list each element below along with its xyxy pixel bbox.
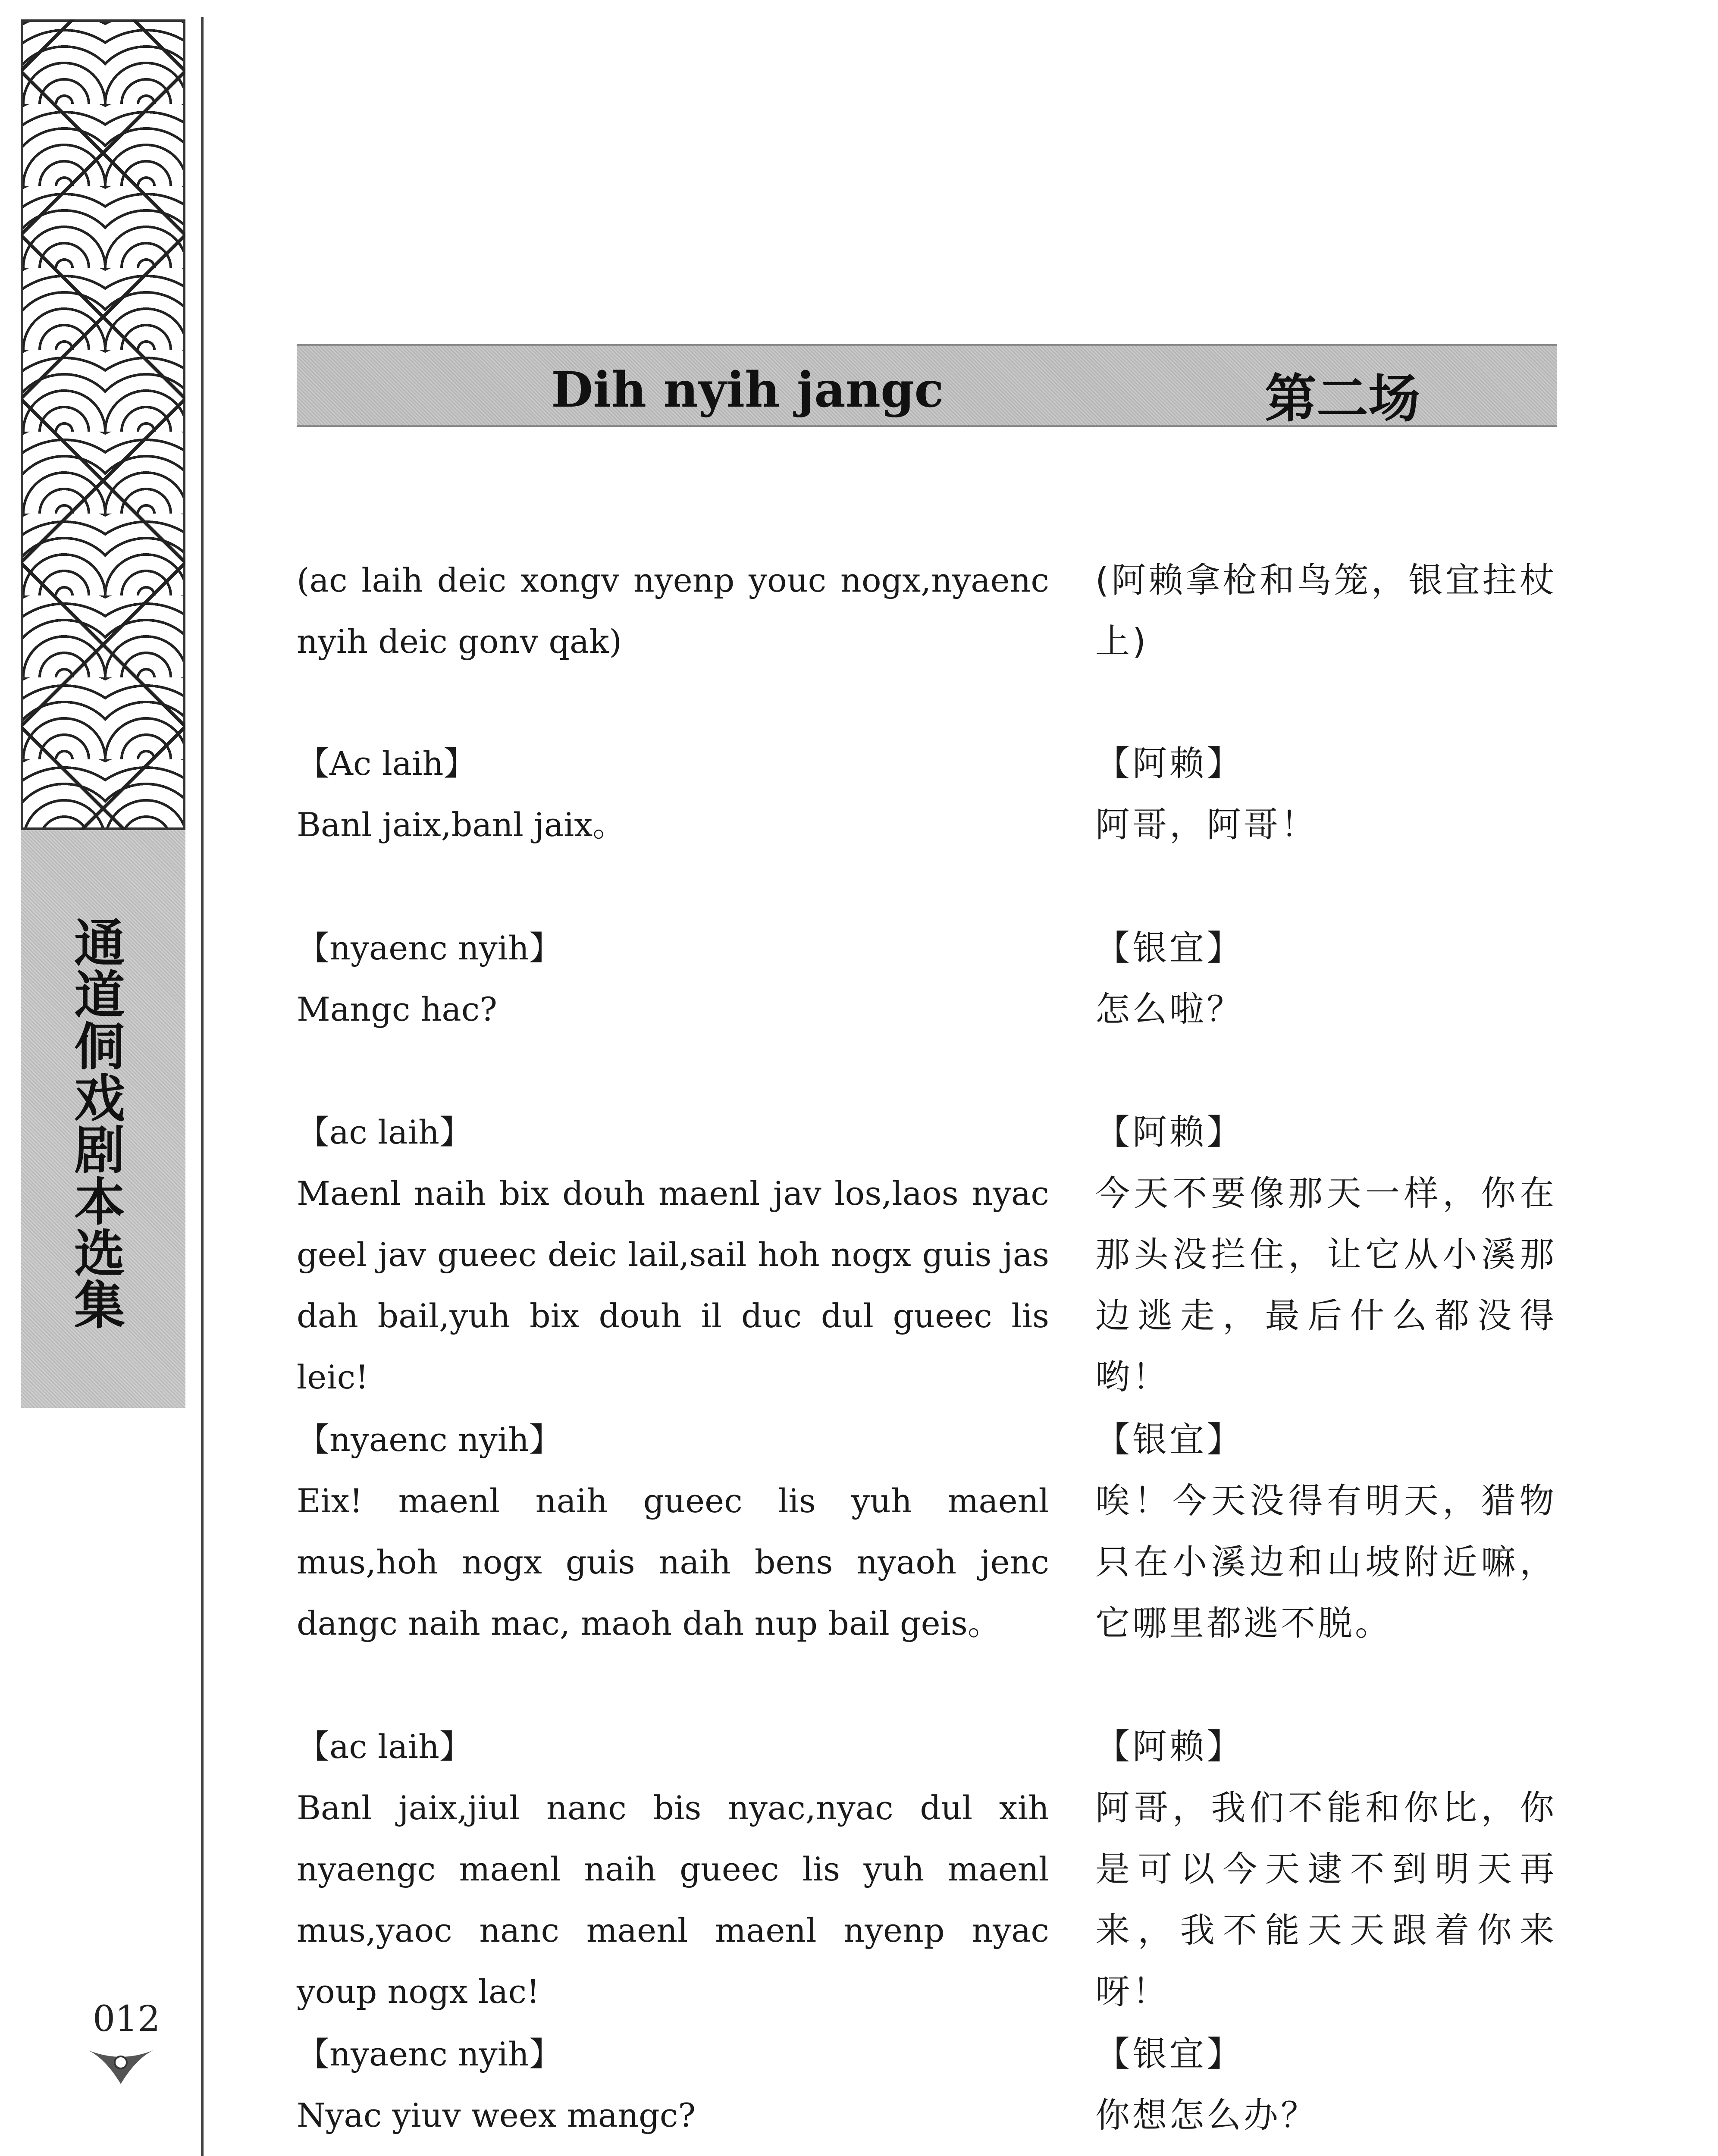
chinese-column [1095, 1409, 1557, 1654]
scene-title-dong: Dih nyih jangc [551, 362, 944, 418]
page-number: 012 [93, 1999, 160, 2040]
diamond-pattern-overlay [21, 19, 185, 830]
dong-column [297, 1716, 1049, 2022]
book-title: 通道侗戏剧本选集 [66, 916, 125, 1330]
speaker-dong: 【ac laih】 [297, 1727, 472, 1766]
speaker-chinese: 【银宜】 [1095, 2034, 1244, 2074]
line-dong: Maenl naih bix douh maenl jav los,laos nyac geel jav gueec deic lail,sail hoh nogx guis jas dah bail,yuh bix douh il duc dul gueec lis leic! [297, 1174, 1049, 1396]
dong-column [297, 550, 1049, 672]
line-chinese: 唉！今天没得有明天，猎物只在小溪边和山坡附近嘛，它哪里都逃不脱。 [1095, 1481, 1557, 1643]
chinese-column [1095, 1716, 1557, 2022]
speaker-dong: 【nyaenc nyih】 [297, 2035, 562, 2073]
speaker-dong: 【nyaenc nyih】 [297, 929, 562, 967]
line-chinese: 怎么啦？ [1095, 989, 1244, 1029]
speaker-dong: 【nyaenc nyih】 [297, 1420, 562, 1459]
speaker-dong: 【ac laih】 [297, 1113, 472, 1151]
dong-column [297, 733, 1049, 856]
line-dong: Mangc hac? [297, 990, 498, 1028]
line-chinese: 阿哥，我们不能和你比，你是可以今天逮不到明天再来，我不能天天跟着你来呀！ [1095, 1788, 1557, 2012]
line-chinese: (阿赖拿枪和鸟笼，银宜拄杖上) [1095, 560, 1557, 661]
speaker-chinese: 【阿赖】 [1095, 743, 1244, 783]
line-dong: Eix! maenl naih gueec lis yuh maenl mus,hoh nogx guis naih bens nyaoh jenc dangc naih mac, maoh dah nup bail geis。 [297, 1482, 1049, 1642]
speaker-dong: 【Ac laih】 [297, 744, 477, 783]
chinese-column [1095, 1102, 1557, 1408]
speaker-chinese: 【银宜】 [1095, 1420, 1244, 1460]
scene-header [297, 344, 1557, 427]
line-chinese: 今天不要像那天一样，你在那头没拦住，让它从小溪那边逃走，最后什么都没得哟！ [1095, 1173, 1557, 1397]
line-dong: Banl jaix,jiul nanc bis nyac,nyac dul xih nyaengc maenl naih gueec lis yuh maenl mus,yaoc nanc maenl maenl nyenp nyac youp nogx lac! [297, 1789, 1049, 2011]
page-divider [201, 17, 204, 2156]
chinese-column [1095, 733, 1557, 856]
line-chinese: 阿哥，阿哥！ [1095, 805, 1318, 845]
dong-column [297, 2024, 1049, 2146]
dong-column [297, 1102, 1049, 1408]
dong-column [297, 1409, 1049, 1654]
scene-title-chinese: 第二场 [1265, 369, 1420, 429]
chinese-column [1095, 550, 1557, 672]
dong-column [297, 918, 1049, 1040]
line-chinese: 你想怎么办？ [1095, 2095, 1318, 2135]
chinese-column [1095, 2024, 1557, 2146]
line-dong: Banl jaix,banl jaix。 [297, 805, 626, 844]
speaker-chinese: 【银宜】 [1095, 928, 1244, 968]
chinese-column [1095, 918, 1557, 1040]
line-dong: Nyac yiuv weex mangc? [297, 2096, 696, 2134]
line-dong: (ac laih deic xongv nyenp youc nogx,nyaenc nyih deic gonv qak) [297, 561, 1049, 661]
speaker-chinese: 【阿赖】 [1095, 1727, 1244, 1767]
speaker-chinese: 【阿赖】 [1095, 1112, 1244, 1152]
ornament-icon [88, 2046, 153, 2085]
